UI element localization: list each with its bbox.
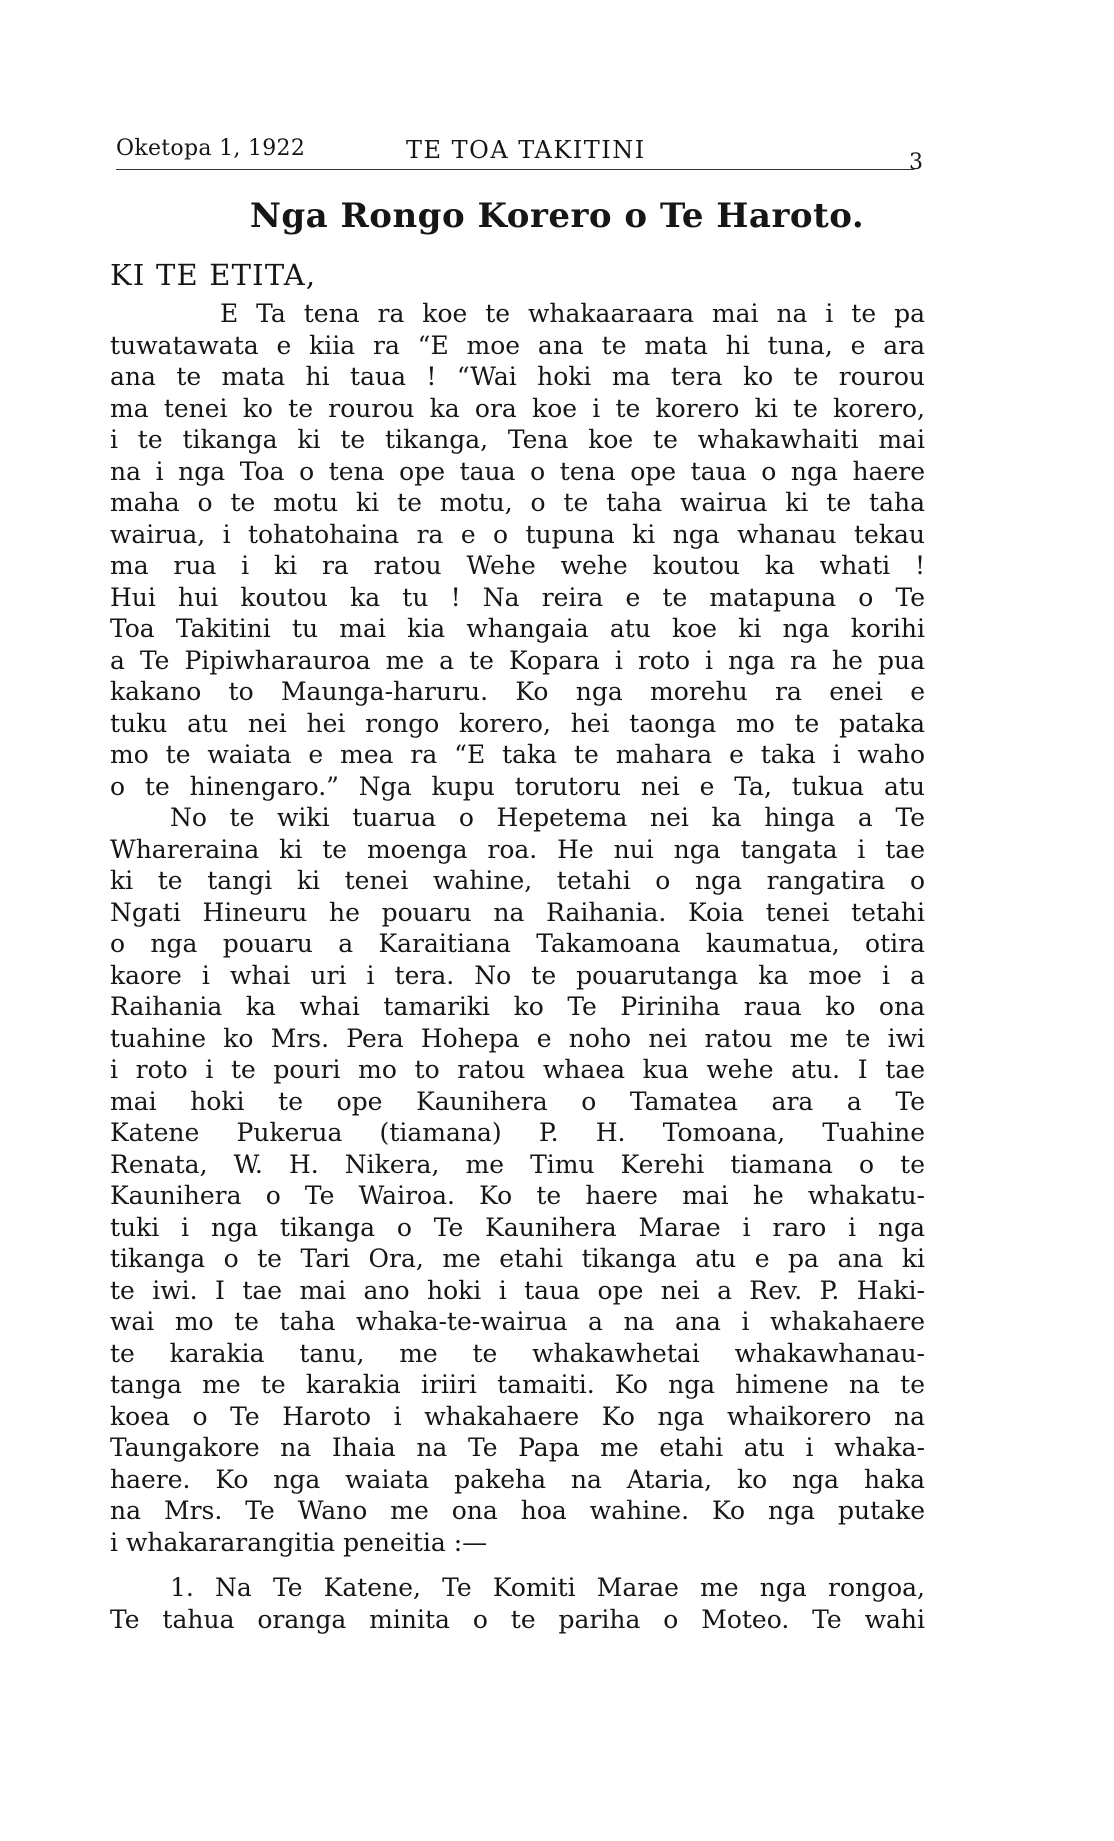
text-line: Whareraina ki te moenga roa. He nui nga tangata i tae (110, 834, 925, 864)
text-line: Renata, W. H. Nikera, me Timu Kerehi tiamana o te (110, 1149, 925, 1179)
text-line: te karakia tanu, me te whakawhetai whakawhanau- (110, 1338, 925, 1368)
text-line: tuahine ko Mrs. Pera Hohepa e noho nei ratou me te iwi (110, 1023, 925, 1053)
issue-date: Oketopa 1, 1922 (116, 136, 306, 161)
text-line: Raihania ka whai tamariki ko Te Piriniha raua ko ona (110, 992, 925, 1021)
text-line: mo te waiata e mea ra “E taka te mahara e taka i waho (110, 740, 925, 769)
text-line: Taungakore na Ihaia na Te Papa me etahi atu i whaka- (110, 1433, 925, 1462)
text-line: tuki i nga tikanga o Te Kaunihera Marae i raro i nga (110, 1212, 925, 1242)
text-line: i roto i te pouri mo to ratou whaea kua wehe atu. I tae (110, 1055, 925, 1084)
text-line: o te hinengaro.” Nga kupu torutoru nei e Ta, tukua atu (110, 771, 925, 801)
text-line: haere. Ko nga waiata pakeha na Ataria, ko nga haka (110, 1464, 925, 1494)
text-line: ma rua i ki ra ratou Wehe wehe koutou ka whati ! (110, 551, 925, 580)
text-line: 1. Na Te Katene, Te Komiti Marae me nga rongoa, (170, 1573, 925, 1602)
paragraph-gap (110, 1558, 925, 1572)
text-line: ana te mata hi taua ! “Wai hoki ma tera ko te rourou (110, 362, 925, 391)
text-line: No te wiki tuarua o Hepetema nei ka hinga a Te (170, 803, 925, 832)
page-number: 3 (909, 150, 923, 175)
text-line: Katene Pukerua (tiamana) P. H. Tomoana, Tuahine (110, 1118, 925, 1147)
text-line: tuwatawata e kiia ra “E moe ana te mata hi tuna, e ara (110, 330, 925, 360)
text-line: kaore i whai uri i tera. No te pouarutanga ka moe i a (110, 960, 925, 990)
text-line: maha o te motu ki te motu, o te taha wairua ki te taha (110, 488, 925, 517)
text-line: Te tahua oranga minita o te pariha o Moteo. Te wahi (110, 1604, 925, 1634)
text-line: koea o Te Haroto i whakahaere Ko nga whaikorero na (110, 1401, 925, 1431)
text-line: i te tikanga ki te tikanga, Tena koe te whakawhaiti mai (110, 425, 925, 454)
text-line: tuku atu nei hei rongo korero, hei taonga mo te pataka (110, 708, 925, 738)
text-line: na Mrs. Te Wano me ona hoa wahine. Ko nga putake (110, 1496, 925, 1525)
running-header (116, 136, 923, 176)
header-rule (116, 169, 914, 170)
text-line: Ngati Hineuru he pouaru na Raihania. Koia tenei tetahi (110, 897, 925, 927)
publication-title: TE TOA TAKITINI (406, 136, 646, 164)
text-line: Toa Takitini tu mai kia whangaia atu koe ki nga korihi (110, 614, 925, 643)
text-line: kakano to Maunga-haruru. Ko nga morehu ra enei e (110, 677, 925, 706)
text-line: wai mo te taha whaka-te-wairua a na ana i whakahaere (110, 1307, 925, 1336)
text-line: ma tenei ko te rourou ka ora koe i te korero ki te korero, (110, 393, 925, 423)
text-line: wairua, i tohatohaina ra e o tupuna ki nga whanau tekau (110, 519, 925, 549)
text-line: E Ta tena ra koe te whakaaraara mai na i te pa (220, 299, 925, 328)
text-line: ki te tangi ki tenei wahine, tetahi o nga rangatira o (110, 866, 925, 895)
text-line: na i nga Toa o tena ope taua o tena ope taua o nga haere (110, 456, 925, 486)
text-line: te iwi. I tae mai ano hoki i taua ope nei a Rev. P. Haki- (110, 1275, 925, 1305)
article-salutation: KI TE ETITA, (110, 258, 317, 292)
text-line: o nga pouaru a Karaitiana Takamoana kaumatua, otira (110, 929, 925, 958)
text-line: i whakararangitia peneitia :— (110, 1527, 488, 1557)
text-line: tikanga o te Tari Ora, me etahi tikanga atu e pa ana ki (110, 1244, 925, 1273)
text-line: a Te Pipiwharauroa me a te Kopara i roto i nga ra he pua (110, 645, 925, 675)
article-body (110, 298, 925, 1635)
text-line: Hui hui koutou ka tu ! Na reira e te matapuna o Te (110, 582, 925, 612)
article-headline: Nga Rongo Korero o Te Haroto. (249, 196, 865, 236)
text-line: Kaunihera o Te Wairoa. Ko te haere mai he whakatu- (110, 1181, 925, 1210)
text-line: tanga me te karakia iriiri tamaiti. Ko nga himene na te (110, 1370, 925, 1399)
text-line: mai hoki te ope Kaunihera o Tamatea ara a Te (110, 1086, 925, 1116)
